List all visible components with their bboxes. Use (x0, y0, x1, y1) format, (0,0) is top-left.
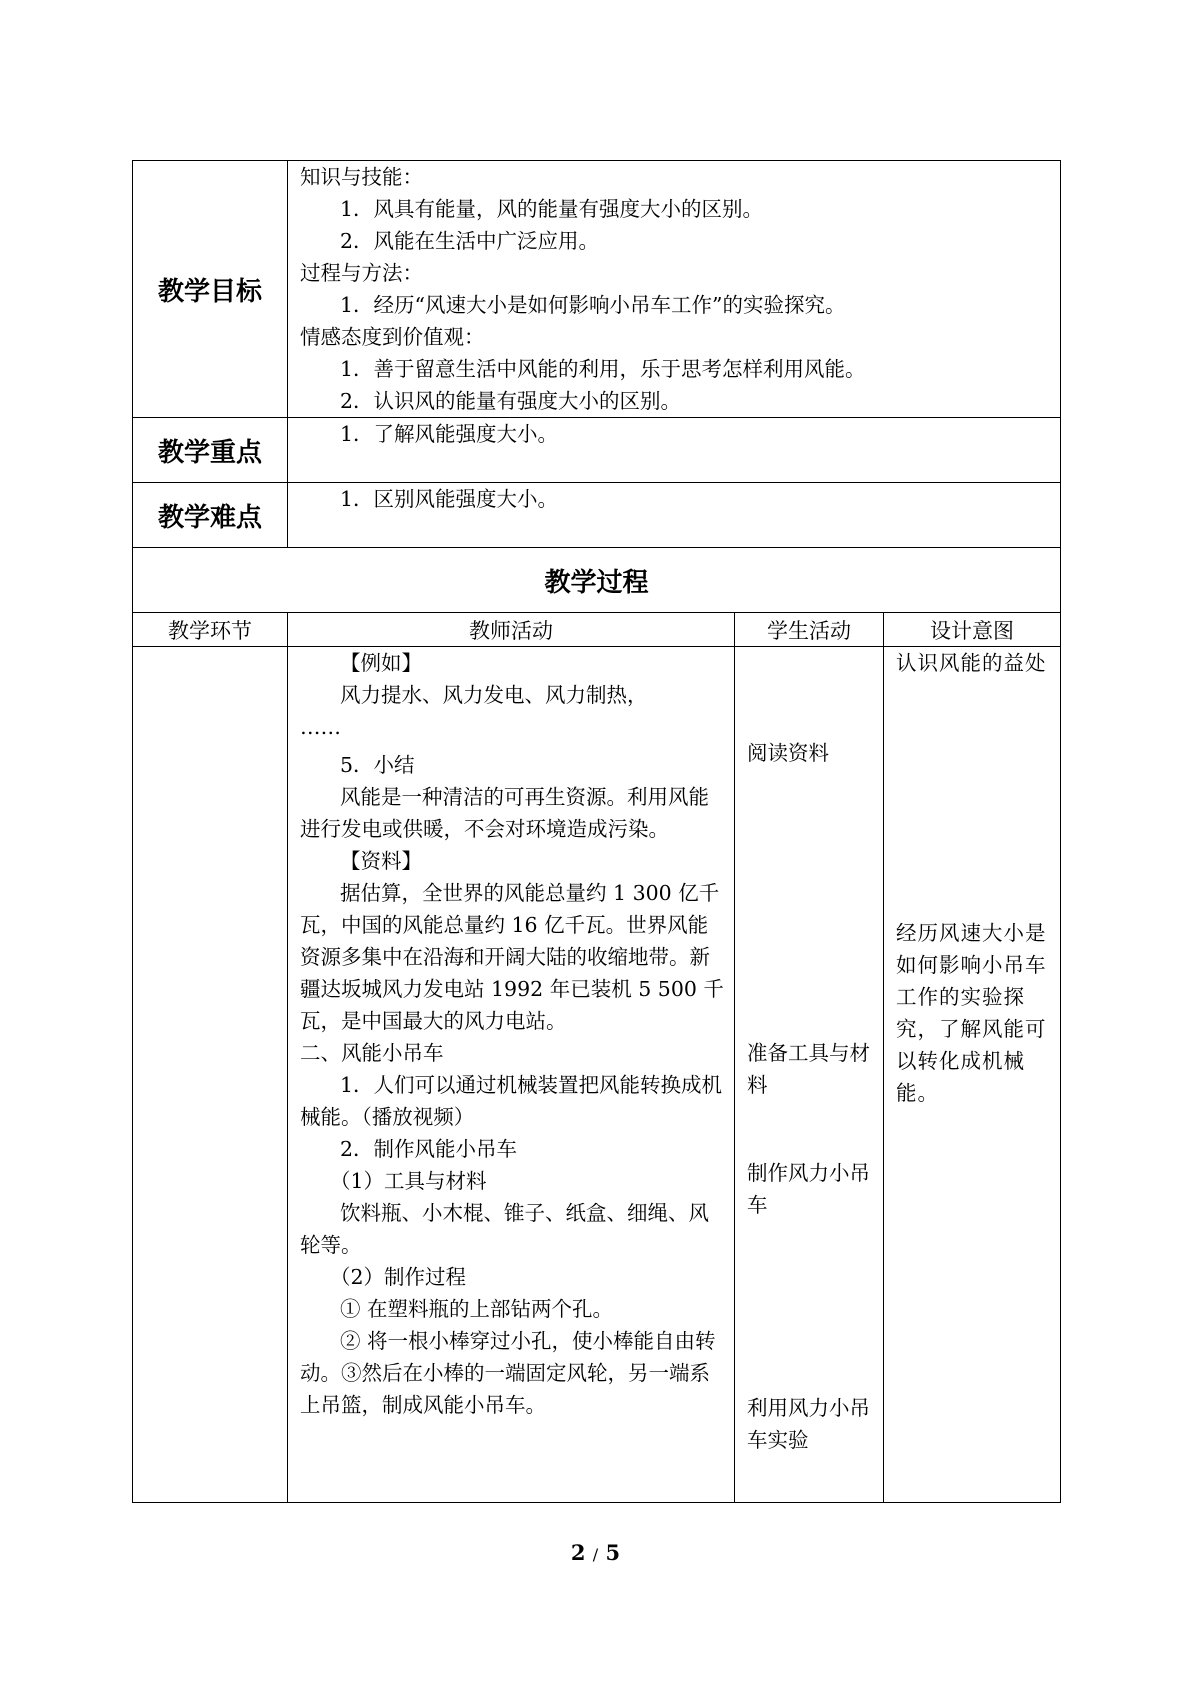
teacher-line-section-2: 二、风能小吊车 (300, 1041, 444, 1065)
student-activity-read: 阅读资料 (747, 741, 829, 765)
intent-benefit: 认识风能的益处 (896, 651, 1047, 675)
teacher-line-ellipsis: …… (300, 715, 341, 739)
teacher-line-process-2: ② 将一根小棒穿过小孔，使小棒能自由转动。③然后在小棒的一端固定风轮，另一端系上吊篮，制成风能小吊车。 (300, 1329, 716, 1417)
page-total: 5 (605, 1540, 621, 1565)
objectives-row (133, 161, 1061, 418)
objective-line: 情感态度到价值观： (300, 325, 485, 349)
difficulties-label: 教学难点 (133, 483, 288, 548)
header-student: 学生活动 (735, 613, 884, 647)
objective-line: 2．认识风的能量有强度大小的区别。 (340, 389, 682, 413)
lesson-plan-table (132, 160, 1061, 1503)
process-header-row (133, 613, 1061, 647)
key-points-label: 教学重点 (133, 418, 288, 483)
process-title-row (133, 548, 1061, 613)
process-body-row (133, 647, 1061, 1503)
page-current: 2 (570, 1540, 586, 1565)
difficulties-cell (288, 483, 1061, 548)
design-intent-cell (884, 647, 1061, 1503)
teacher-line-material-title: 【资料】 (340, 849, 422, 873)
teacher-line-process-1: ① 在塑料瓶的上部钻两个孔。 (340, 1297, 614, 1321)
page-number (0, 1540, 1191, 1565)
objective-line: 1．善于留意生活中风能的利用，乐于思考怎样利用风能。 (340, 357, 866, 381)
objective-line: 1．经历“风速大小是如何影响小吊车工作”的实验探究。 (340, 293, 846, 317)
teacher-activity-cell (288, 647, 735, 1503)
difficulties-text: 1．区别风能强度大小。 (340, 487, 559, 511)
teacher-line-step-1: 1．人们可以通过机械装置把风能转换成机械能。（播放视频） (300, 1073, 723, 1129)
teacher-line-material: 据估算，全世界的风能总量约 1 300 亿千瓦，中国的风能总量约 16 亿千瓦。世界风能资源多集中在沿海和开阔大陆的收缩地带。新疆达坂城风力发电站 1992 年已装机 5 500 千瓦，是中国最大的风力电站。 (300, 881, 724, 1033)
key-points-cell (288, 418, 1061, 483)
objective-line: 2．风能在生活中广泛应用。 (340, 229, 600, 253)
teacher-line-summary: 风能是一种清洁的可再生资源。利用风能进行发电或供暖，不会对环境造成污染。 (300, 785, 709, 841)
student-activity-prepare: 准备工具与材料 (747, 1041, 870, 1097)
header-stage: 教学环节 (133, 613, 288, 647)
student-activity-experiment: 利用风力小吊车实验 (747, 1396, 870, 1452)
student-activity-cell (735, 647, 884, 1503)
process-title: 教学过程 (133, 548, 1061, 613)
header-teacher: 教师活动 (288, 613, 735, 647)
objective-line: 知识与技能： (300, 165, 423, 189)
intent-experiment: 经历风速大小是如何影响小吊车工作的实验探究，了解风能可以转化成机械能。 (896, 921, 1047, 1105)
teacher-line-step-2: 2．制作风能小吊车 (340, 1137, 518, 1161)
difficulties-row (133, 483, 1061, 548)
teacher-line-tools: 饮料瓶、小木棍、锥子、纸盒、细绳、风轮等。 (300, 1201, 709, 1257)
objectives-content (288, 161, 1061, 418)
objective-line: 过程与方法： (300, 261, 423, 285)
key-points-row (133, 418, 1061, 483)
teacher-line-summary-title: 5．小结 (340, 753, 415, 777)
teacher-line-process-title: （2）制作过程 (330, 1265, 467, 1289)
objective-line: 1．风具有能量，风的能量有强度大小的区别。 (340, 197, 764, 221)
teacher-line-examples-list: 风力提水、风力发电、风力制热， (340, 683, 648, 707)
student-activity-make: 制作风力小吊车 (747, 1161, 870, 1217)
key-points-text: 1．了解风能强度大小。 (340, 422, 559, 446)
teacher-line-tools-title: （1）工具与材料 (330, 1169, 487, 1193)
stage-cell (133, 647, 288, 1503)
header-intent: 设计意图 (884, 613, 1061, 647)
objectives-label: 教学目标 (133, 161, 288, 418)
teacher-line-example: 【例如】 (340, 651, 422, 675)
page-separator: / (592, 1545, 599, 1564)
